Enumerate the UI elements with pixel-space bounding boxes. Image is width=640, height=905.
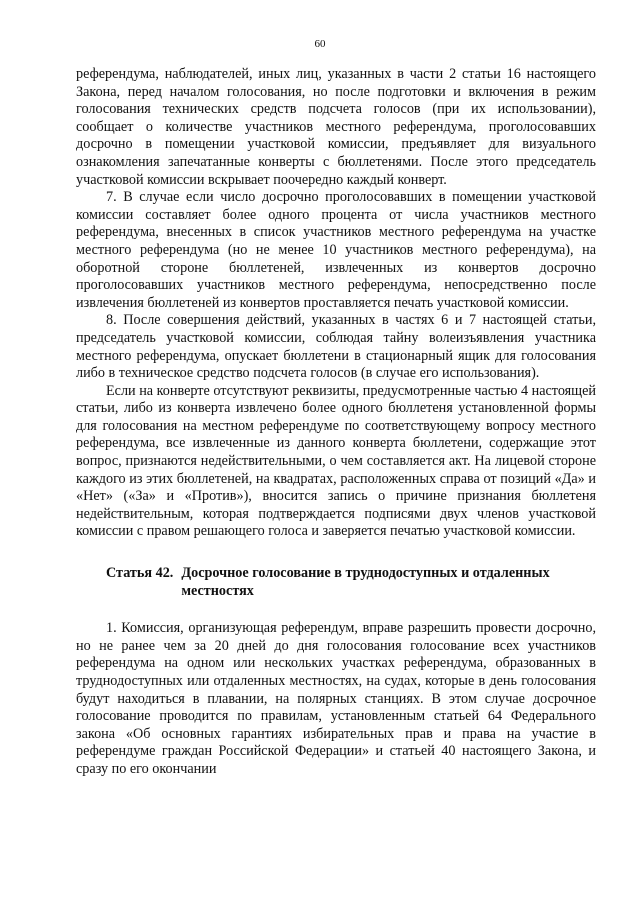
- paragraph-invalid-ballots: Если на конверте отсутствуют реквизиты, предусмотренные частью 4 настоящей статьи, либо из конверта извлечено более одного бюллетеня установленной формы для голосования на местном референдуме по соответствующему вопросу местного референдума, все извлеченные из данного конверта бюллетени, содержащие этот вопрос, признаются недействительными, о чем составляется акт. На лицевой стороне каждого из этих бюллетеней, на квадратах, расположенных справа от позиций «Да» и «Нет» («За» и «Против»), вносится запись о причине признания бюллетеня недействительным, которая подтверждается подписями двух членов участковой комиссии с правом решающего голоса и заверяется печатью участковой комиссии.: [76, 382, 596, 540]
- article-title: Досрочное голосование в труднодоступных и отдаленных местностях: [181, 565, 550, 599]
- page-number: 60: [314, 38, 326, 50]
- paragraph-part-8: 8. После совершения действий, указанных в частях 6 и 7 настоящей статьи, председатель участковой комиссии, соблюдая тайну волеизъявления участника местного референдума, опускает бюллетени в стационарный ящик для голосования либо в техническое средство подсчета голосов (в случае его использования).: [76, 312, 596, 382]
- paragraph-article-42-part-1: 1. Комиссия, организующая референдум, вправе разрешить провести досрочно, но не ранее чем за 20 дней до дня голосования голосование всех участников референдума на одном или нескольких участках референдума, образованных в труднодоступных или отдаленных местностях, на судах, которые в день голосования будут находиться в плавании, на полярных станциях. В этом случае досрочное голосование проводится по правилам, установленным статьей 64 Федерального закона «Об основных гарантиях избирательных прав и права на участие в референдуме граждан Российской Федерации» и статьей 40 настоящего Закона, и сразу по его окончании: [76, 620, 596, 777]
- article-heading: [106, 565, 596, 600]
- paragraph-continuation: референдума, наблюдателей, иных лиц, указанных в части 2 статьи 16 настоящего Закона, перед началом голосования, но после подготовки и включения в режим голосования технических средств подсчета голосов (при их использовании), сообщает о количестве участников местного референдума, проголосовавших досрочно в помещении участковой комиссии, предъявляет для визуального ознакомления запечатанные конверты с бюллетенями. После этого председатель участковой комиссии вскрывает поочередно каждый конверт.: [76, 66, 596, 188]
- body-text: [76, 66, 596, 779]
- paragraph-part-7: 7. В случае если число досрочно проголосовавших в помещении участковой комиссии составляет более одного процента от числа участников местного референдума, внесенных в список участников местного референдума на участке местного референдума (но не менее 10 участников местного референдума), на оборотной стороне бюллетеней, извлеченных из конвертов досрочно проголосовавших участников местного референдума, непосредственно после извлечения бюллетеней из конвертов проставляется печать участковой комиссии.: [76, 189, 596, 311]
- article-number: Статья 42.: [106, 565, 174, 582]
